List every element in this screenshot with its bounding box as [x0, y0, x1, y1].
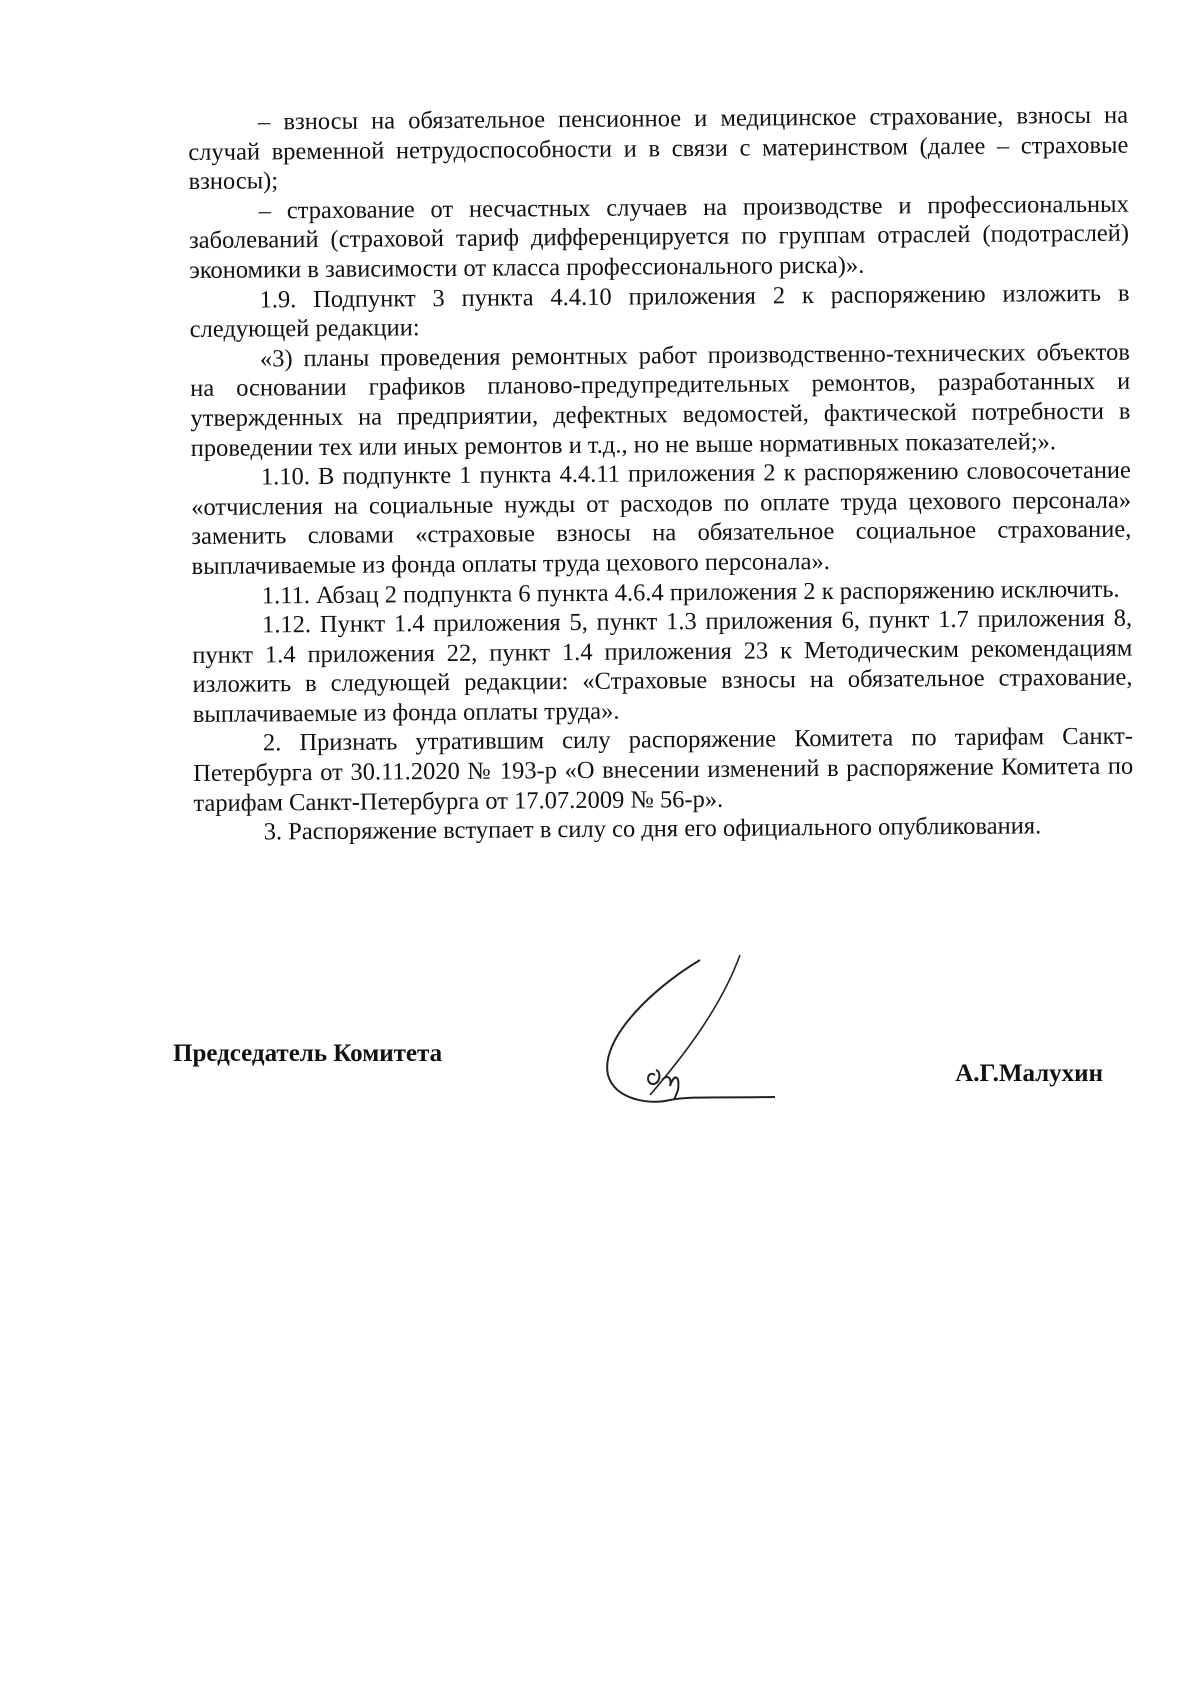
paragraph-1-11: 1.11. Абзац 2 подпункта 6 пункта 4.6.4 приложения 2 к распоряжению исключить.: [261, 575, 1120, 609]
signatory-position: Председатель Комитета: [173, 1040, 443, 1067]
paragraph-1-12: 1.12. Пункт 1.4 приложения 5, пункт 1.3 приложения 6, пункт 1.7 приложения 8, пункт 1.4 приложения 22, пункт 1.4 приложения 23 к Методическим рекомендациям изложить в следующей редакции: «Страховые взносы на обязательное страхование, выплачиваемые из фонда оплаты труда».: [192, 604, 1133, 728]
paragraph-3: 3. Распоряжение вступает в силу со дня его официального опубликования.: [263, 812, 1042, 846]
paragraph-accident-insurance: – страхование от несчастных случаев на производстве и профессиональных заболеваний (страховой тариф дифференцируется по группам отраслей (подотраслей) экономики в зависимости от класса профессионального риска)».: [188, 190, 1130, 284]
paragraph-2: 2. Признать утратившим силу распоряжение Комитета по тарифам Санкт-Петербурга от 30.11.2020 № 193-р «О внесении изменений в распоряжение Комитета по тарифам Санкт-Петербурга от 17.07.2009 № 56-р».: [193, 723, 1134, 817]
handwritten-signature: [590, 950, 790, 1120]
signatory-name: А.Г.Малухин: [955, 1060, 1103, 1087]
paragraph-1-9: 1.9. Подпункт 3 пункта 4.4.10 приложения 2 к распоряжению изложить в следующей редакции:: [189, 279, 1130, 344]
paragraph-repair-plans: «3) планы проведения ремонтных работ производственно-технических объектов на основании графиков планово-предупредительных ремонтов, разработанных и утвержденных на предприятии, дефектных ведомостей, фактической потребности в проведении тех или иных ремонтов и т.д., но не выше нормативных показателей;».: [190, 338, 1131, 462]
paragraph-insurance-contributions: – взносы на обязательное пенсионное и медицинское страхование, взносы на случай временной нетрудоспособности и в связи с материнством (далее – страховые взносы);: [188, 101, 1129, 196]
document-body: [188, 101, 1134, 848]
paragraph-1-10: 1.10. В подпункте 1 пункта 4.4.11 приложения 2 к распоряжению словосочетание «отчисления на социальные нужды от расходов по оплате труда цехового персонала» заменить словами «страховые взносы на обязательное социальное страхование, выплачиваемые из фонда оплаты труда цехового персонала».: [191, 456, 1132, 580]
